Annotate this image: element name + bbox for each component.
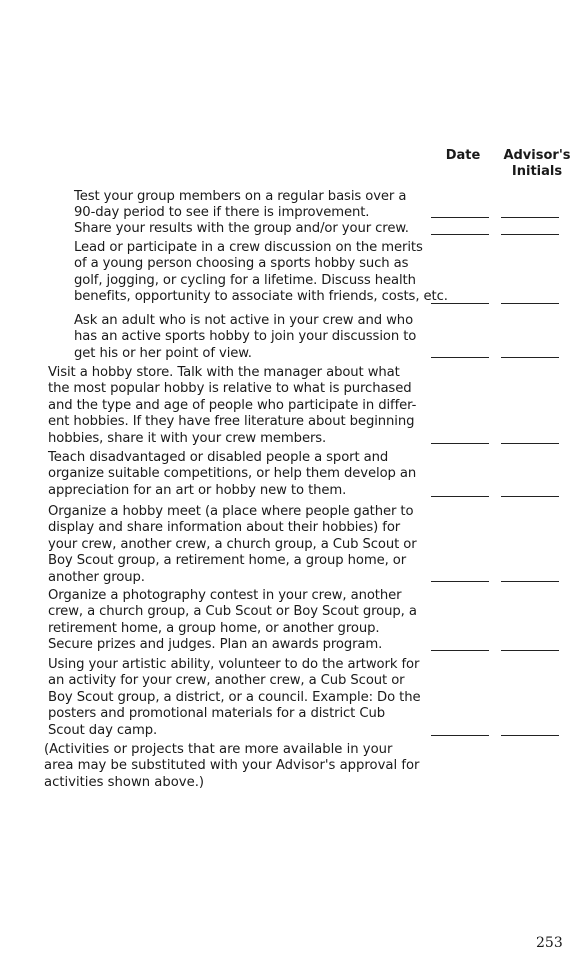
requirement-text-line: Ask an adult who is not active in your crew and who (74, 313, 414, 328)
requirement-text-line: of a young person choosing a sports hobby such as (74, 256, 409, 272)
requirement-text-line: another group. (48, 569, 145, 585)
requirement-text (74, 313, 416, 362)
requirement-text-line: Organize a photography contest in your crew, another (48, 588, 402, 603)
advisor-initials-signoff-line[interactable] (501, 303, 559, 304)
requirement-text (74, 221, 409, 237)
substitution-note (44, 742, 419, 791)
date-header-label: Date (445, 148, 481, 163)
date-signoff-line[interactable] (431, 443, 489, 444)
requirement-text-line: organize suitable competitions, or help them develop an (48, 466, 417, 482)
requirement-text-line: Visit a hobby store. Talk with the manager about what (48, 365, 400, 380)
requirement-text-line: ent hobbies. If they have free literature about beginning (48, 414, 415, 430)
advisor-initials-signoff-line[interactable] (501, 217, 559, 218)
requirement-text (74, 240, 448, 306)
advisor-initials-signoff-line[interactable] (501, 496, 559, 497)
date-signoff-line[interactable] (431, 581, 489, 582)
requirement-text (74, 189, 406, 222)
requirement-text-line: benefits, opportunity to associate with friends, costs, etc. (74, 289, 448, 305)
requirement-text-line: Lead or participate in a crew discussion on the merits (74, 240, 423, 255)
advisor-header-line2: Initials (511, 164, 563, 179)
note-line: (Activities or projects that are more available in your (44, 742, 393, 757)
requirement-text-line: golf, jogging, or cycling for a lifetime. Discuss health (74, 272, 416, 288)
requirement-text-line: retirement home, a group home, or another group. (48, 620, 380, 636)
requirement-text-line: posters and promotional materials for a district Cub (48, 706, 385, 722)
requirement-text-line: 90-day period to see if there is improvement. (74, 205, 370, 221)
requirement-text-line: Boy Scout group, a retirement home, a group home, or (48, 553, 407, 569)
date-signoff-line[interactable] (431, 357, 489, 358)
requirement-text (48, 450, 416, 499)
requirement-text-line: Teach disadvantaged or disabled people a sport and (48, 450, 389, 465)
date-signoff-line[interactable] (431, 303, 489, 304)
requirement-text-line: display and share information about their hobbies) for (48, 520, 401, 536)
date-signoff-line[interactable] (431, 735, 489, 736)
requirement-text-line: crew, a church group, a Cub Scout or Boy Scout group, a (48, 604, 417, 620)
advisor-initials-column-header (500, 148, 574, 180)
requirement-text-line: Test your group members on a regular basis over a (74, 189, 407, 204)
note-line: area may be substituted with your Advisor's approval for (44, 758, 420, 774)
date-signoff-line[interactable] (431, 234, 489, 235)
requirement-text-line: Share your results with the group and/or your crew. (74, 221, 409, 236)
requirement-text-line: Organize a hobby meet (a place where people gather to (48, 504, 414, 519)
requirement-text-line: Using your artistic ability, volunteer to do the artwork for (48, 657, 420, 672)
requirement-text-line: appreciation for an art or hobby new to them. (48, 482, 347, 498)
note-line: activities shown above.) (44, 774, 205, 790)
page-number: 253 (536, 935, 563, 951)
requirement-text-line: get his or her point of view. (74, 345, 252, 361)
requirement-text (48, 504, 417, 586)
requirement-text (48, 365, 416, 447)
requirement-text (48, 588, 417, 654)
requirement-text-line: and the type and age of people who participate in differ- (48, 397, 417, 413)
advisor-initials-signoff-line[interactable] (501, 234, 559, 235)
requirement-text-line: Boy Scout group, a district, or a council. Example: Do the (48, 689, 421, 705)
requirement-text-line: hobbies, share it with your crew members. (48, 430, 327, 446)
requirement-text-line: your crew, another crew, a church group, a Cub Scout or (48, 536, 417, 552)
date-signoff-line[interactable] (431, 217, 489, 218)
date-signoff-line[interactable] (431, 650, 489, 651)
requirement-text-line: the most popular hobby is relative to what is purchased (48, 381, 412, 397)
advisor-initials-signoff-line[interactable] (501, 357, 559, 358)
date-signoff-line[interactable] (431, 496, 489, 497)
date-column-header (440, 148, 486, 164)
advisor-initials-signoff-line[interactable] (501, 581, 559, 582)
advisor-initials-signoff-line[interactable] (501, 735, 559, 736)
requirement-text-line: has an active sports hobby to join your discussion to (74, 329, 417, 345)
requirement-text-line: Scout day camp. (48, 722, 158, 738)
advisor-initials-signoff-line[interactable] (501, 443, 559, 444)
advisor-initials-signoff-line[interactable] (501, 650, 559, 651)
advisor-header-line1: Advisor's (503, 148, 571, 163)
requirement-text (48, 657, 421, 739)
requirement-text-line: an activity for your crew, another crew, a Cub Scout or (48, 673, 405, 689)
requirement-text-line: Secure prizes and judges. Plan an awards program. (48, 637, 383, 653)
